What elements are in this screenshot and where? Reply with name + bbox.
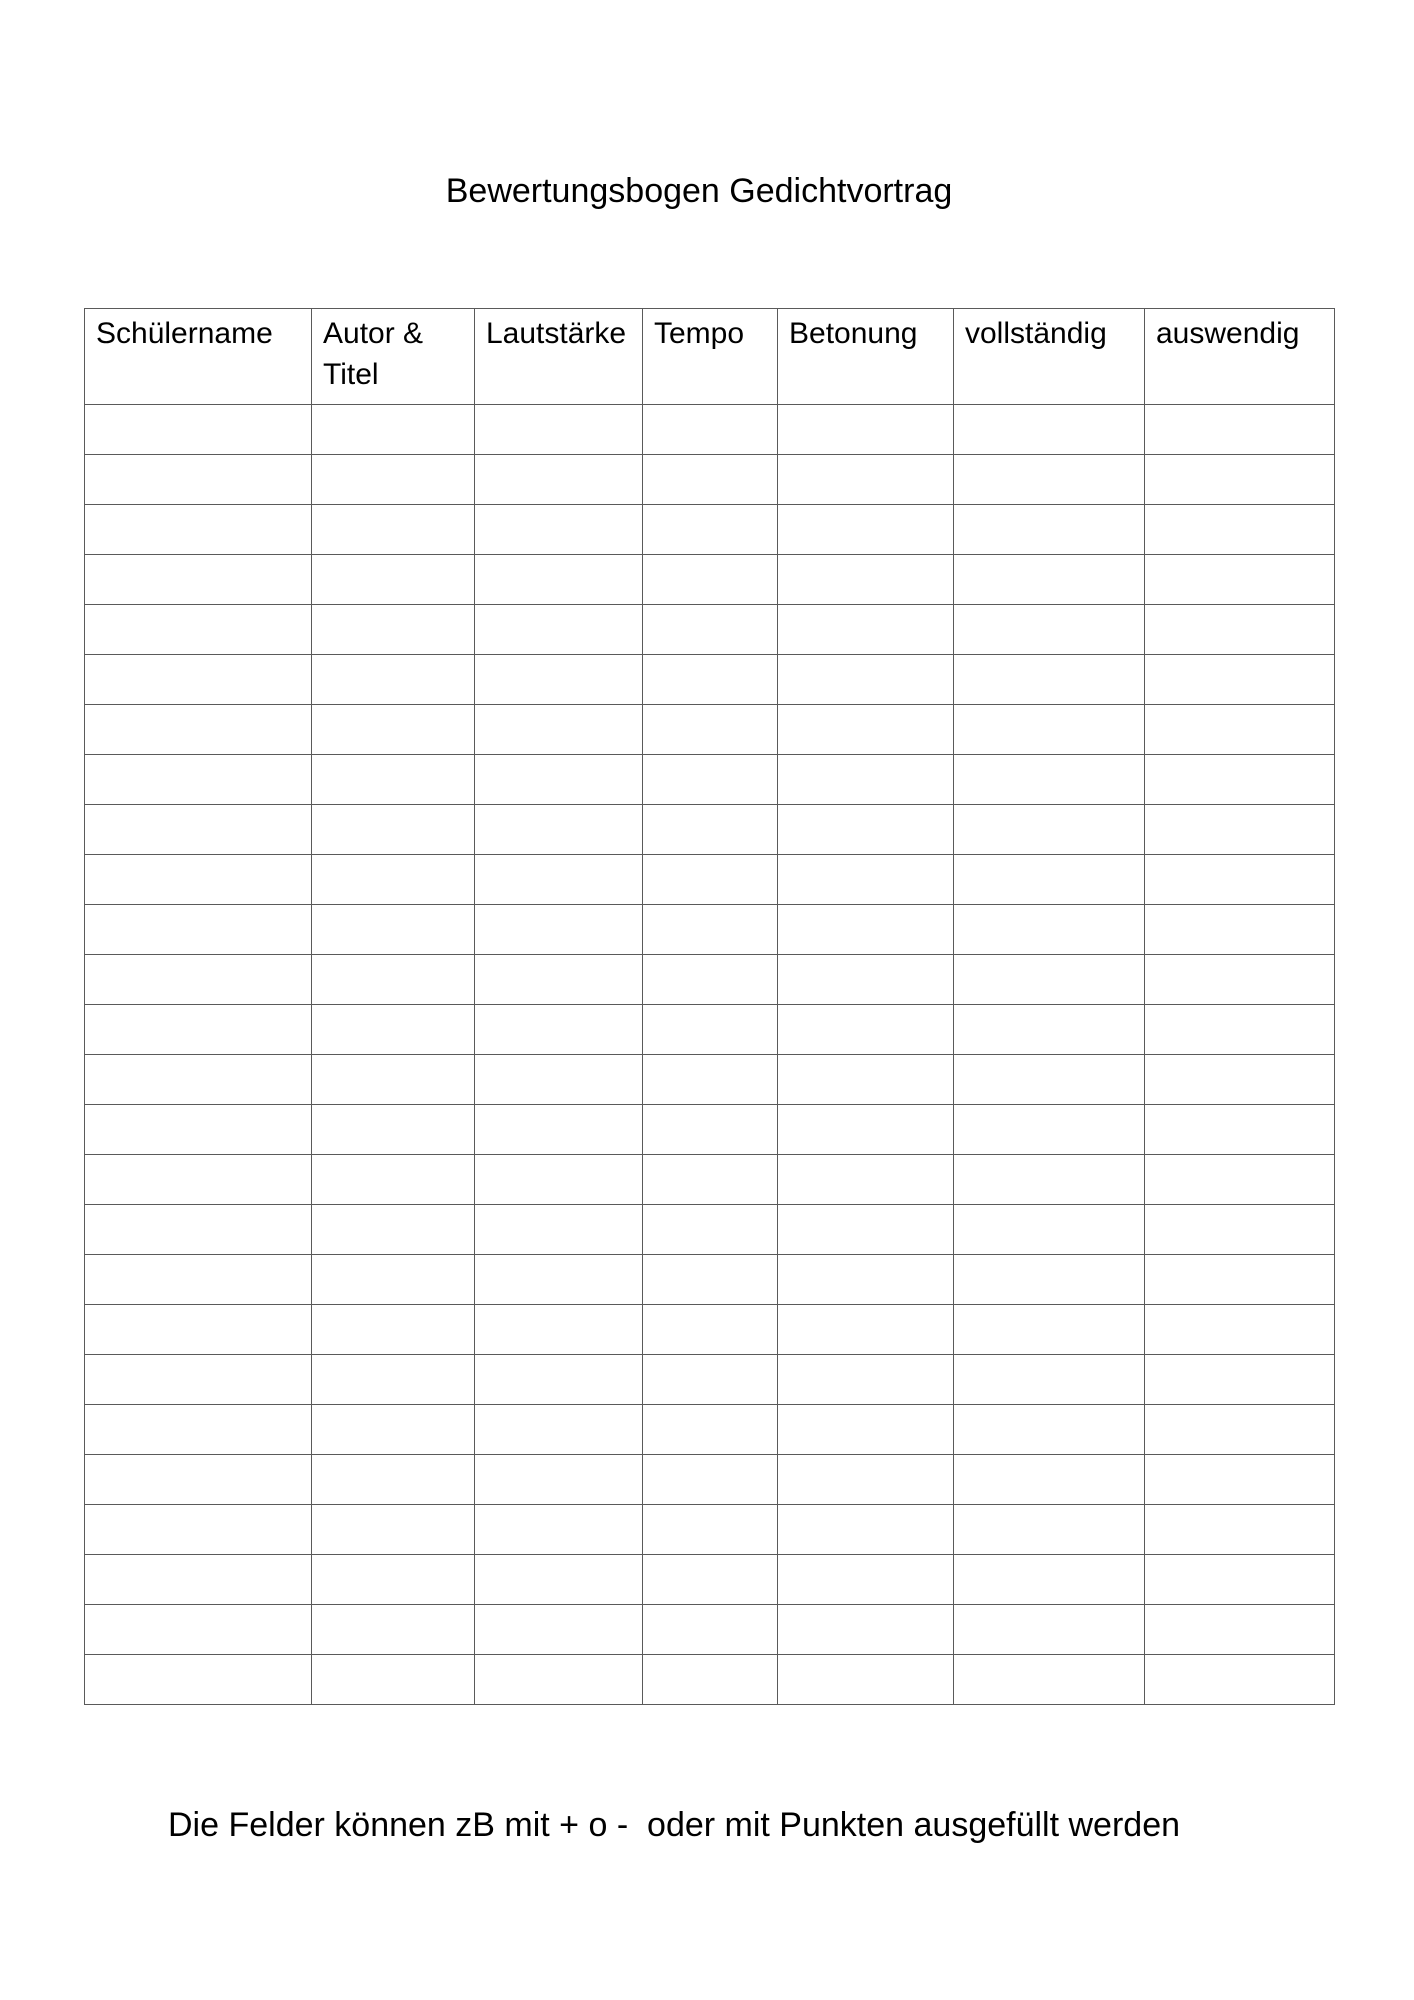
table-cell — [1145, 855, 1335, 905]
table-cell — [475, 1155, 643, 1205]
table-cell — [312, 905, 475, 955]
table-cell — [643, 1455, 778, 1505]
table-cell — [1145, 955, 1335, 1005]
table-cell — [475, 1455, 643, 1505]
table-cell — [954, 1655, 1145, 1705]
table-cell — [643, 1505, 778, 1555]
table-cell — [643, 405, 778, 455]
table-cell — [643, 455, 778, 505]
table-cell — [954, 455, 1145, 505]
table-cell — [778, 605, 954, 655]
table-cell — [475, 605, 643, 655]
table-cell — [643, 1155, 778, 1205]
table-cell — [1145, 1355, 1335, 1405]
table-cell — [475, 1205, 643, 1255]
table-cell — [954, 1255, 1145, 1305]
table-cell — [312, 1605, 475, 1655]
table-cell — [312, 1055, 475, 1105]
column-header-emphasis: Betonung — [778, 309, 954, 405]
table-cell — [1145, 1605, 1335, 1655]
table-cell — [954, 1305, 1145, 1355]
table-row — [85, 1305, 1335, 1355]
table-cell — [1145, 605, 1335, 655]
document-title: Bewertungsbogen Gedichtvortrag — [445, 172, 953, 210]
table-cell — [778, 1305, 954, 1355]
table-cell — [643, 1555, 778, 1605]
table-cell — [475, 1055, 643, 1105]
table-cell — [643, 1105, 778, 1155]
table-cell — [954, 555, 1145, 605]
table-cell — [85, 1655, 312, 1705]
table-cell — [475, 1105, 643, 1155]
table-cell — [954, 1055, 1145, 1105]
table-cell — [954, 505, 1145, 555]
table-cell — [954, 705, 1145, 755]
table-cell — [1145, 455, 1335, 505]
table-cell — [954, 805, 1145, 855]
table-cell — [475, 1005, 643, 1055]
table-cell — [778, 1155, 954, 1205]
table-cell — [85, 1505, 312, 1555]
table-row — [85, 1655, 1335, 1705]
table-row — [85, 655, 1335, 705]
table-cell — [312, 955, 475, 1005]
table-cell — [954, 605, 1145, 655]
table-cell — [1145, 1455, 1335, 1505]
table-row — [85, 1205, 1335, 1255]
table-cell — [778, 505, 954, 555]
table-cell — [954, 1555, 1145, 1605]
table-cell — [475, 655, 643, 705]
table-cell — [85, 705, 312, 755]
table-cell — [778, 405, 954, 455]
table-cell — [1145, 805, 1335, 855]
table-cell — [85, 1205, 312, 1255]
table-cell — [312, 1105, 475, 1155]
table-row — [85, 1155, 1335, 1205]
table-cell — [778, 805, 954, 855]
column-header-complete: vollständig — [954, 309, 1145, 405]
table-cell — [643, 1055, 778, 1105]
table-cell — [643, 1005, 778, 1055]
table-cell — [85, 405, 312, 455]
table-cell — [778, 1105, 954, 1155]
table-cell — [778, 1655, 954, 1705]
table-cell — [85, 1555, 312, 1605]
table-cell — [954, 1605, 1145, 1655]
table-cell — [778, 955, 954, 1005]
table-row — [85, 1505, 1335, 1555]
table-cell — [778, 1255, 954, 1305]
table-cell — [85, 1005, 312, 1055]
table-row — [85, 755, 1335, 805]
table-cell — [643, 555, 778, 605]
table-cell — [475, 1255, 643, 1305]
table-cell — [475, 955, 643, 1005]
table-cell — [475, 805, 643, 855]
table-cell — [778, 1455, 954, 1505]
table-cell — [778, 1555, 954, 1605]
table-cell — [475, 1655, 643, 1705]
table-cell — [778, 1005, 954, 1055]
table-cell — [85, 1105, 312, 1155]
table-cell — [85, 755, 312, 805]
table-cell — [475, 1605, 643, 1655]
table-cell — [954, 1155, 1145, 1205]
table-cell — [643, 755, 778, 805]
table-cell — [1145, 405, 1335, 455]
table-cell — [954, 1405, 1145, 1455]
table-cell — [1145, 1105, 1335, 1155]
table-cell — [85, 855, 312, 905]
table-cell — [954, 955, 1145, 1005]
table-cell — [643, 955, 778, 1005]
column-header-memorized: auswendig — [1145, 309, 1335, 405]
table-cell — [643, 1605, 778, 1655]
table-cell — [1145, 1155, 1335, 1205]
table-row — [85, 1455, 1335, 1505]
table-cell — [85, 1605, 312, 1655]
table-cell — [643, 1305, 778, 1355]
table-cell — [312, 605, 475, 655]
table-cell — [1145, 1555, 1335, 1605]
table-cell — [1145, 555, 1335, 605]
table-cell — [85, 1355, 312, 1405]
table-cell — [312, 655, 475, 705]
table-cell — [1145, 505, 1335, 555]
table-cell — [312, 705, 475, 755]
table-cell — [778, 855, 954, 905]
table-cell — [954, 1005, 1145, 1055]
table-cell — [643, 855, 778, 905]
table-row — [85, 905, 1335, 955]
column-header-student-name: Schülername — [85, 309, 312, 405]
table-row — [85, 1105, 1335, 1155]
table-cell — [312, 1505, 475, 1555]
table-cell — [778, 705, 954, 755]
table-row — [85, 955, 1335, 1005]
table-cell — [954, 1105, 1145, 1155]
table-cell — [643, 905, 778, 955]
table-row — [85, 1055, 1335, 1105]
table-row — [85, 505, 1335, 555]
table-cell — [643, 1255, 778, 1305]
table-cell — [475, 1505, 643, 1555]
table-cell — [85, 1305, 312, 1355]
table-cell — [312, 1355, 475, 1405]
table-row — [85, 555, 1335, 605]
table-cell — [312, 1255, 475, 1305]
table-cell — [1145, 755, 1335, 805]
table-cell — [475, 905, 643, 955]
table-row — [85, 455, 1335, 505]
table-cell — [312, 555, 475, 605]
table-cell — [475, 1555, 643, 1605]
table-cell — [643, 805, 778, 855]
table-cell — [1145, 1405, 1335, 1455]
table-cell — [475, 555, 643, 605]
table-cell — [85, 905, 312, 955]
table-cell — [1145, 905, 1335, 955]
table-cell — [475, 1405, 643, 1455]
table-cell — [85, 805, 312, 855]
table-cell — [1145, 1255, 1335, 1305]
table-body — [85, 405, 1335, 1705]
table-cell — [312, 1655, 475, 1705]
table-cell — [954, 1455, 1145, 1505]
table-cell — [475, 705, 643, 755]
table-cell — [643, 1205, 778, 1255]
table-cell — [312, 805, 475, 855]
table-cell — [778, 1355, 954, 1405]
table-cell — [778, 455, 954, 505]
table-cell — [85, 455, 312, 505]
table-row — [85, 1355, 1335, 1405]
table-row — [85, 855, 1335, 905]
table-cell — [85, 1405, 312, 1455]
table-cell — [475, 1305, 643, 1355]
table-cell — [1145, 1505, 1335, 1555]
table-row — [85, 1555, 1335, 1605]
table-cell — [312, 405, 475, 455]
table-cell — [643, 1655, 778, 1705]
table-cell — [643, 655, 778, 705]
table-cell — [475, 405, 643, 455]
table-cell — [643, 1405, 778, 1455]
table-cell — [85, 505, 312, 555]
table-cell — [312, 1205, 475, 1255]
table-cell — [778, 905, 954, 955]
table-cell — [1145, 1305, 1335, 1355]
table-cell — [778, 1405, 954, 1455]
table-cell — [85, 555, 312, 605]
table-cell — [312, 1155, 475, 1205]
table-cell — [778, 1605, 954, 1655]
table-cell — [1145, 1005, 1335, 1055]
table-cell — [778, 655, 954, 705]
table-row — [85, 1605, 1335, 1655]
table-cell — [954, 855, 1145, 905]
table-row — [85, 1005, 1335, 1055]
table-cell — [312, 1405, 475, 1455]
table-cell — [778, 1055, 954, 1105]
table-row — [85, 405, 1335, 455]
table-row — [85, 1255, 1335, 1305]
table-cell — [1145, 1655, 1335, 1705]
table-cell — [475, 455, 643, 505]
table-cell — [85, 655, 312, 705]
footnote: Die Felder können zB mit + o - oder mit Punkten ausgefüllt werden — [168, 1806, 1181, 1844]
table-cell — [312, 755, 475, 805]
table-cell — [85, 1255, 312, 1305]
table-cell — [312, 505, 475, 555]
column-header-volume: Lautstärke — [475, 309, 643, 405]
table-cell — [85, 1155, 312, 1205]
table-cell — [475, 755, 643, 805]
table-row — [85, 705, 1335, 755]
table-cell — [643, 605, 778, 655]
column-header-author-title: Autor & Titel — [312, 309, 475, 405]
table-cell — [643, 505, 778, 555]
table-cell — [1145, 655, 1335, 705]
table-row — [85, 805, 1335, 855]
table-row — [85, 1405, 1335, 1455]
table-cell — [475, 855, 643, 905]
column-header-tempo: Tempo — [643, 309, 778, 405]
table-cell — [85, 1455, 312, 1505]
table-cell — [778, 755, 954, 805]
table-cell — [778, 1205, 954, 1255]
table-cell — [312, 1555, 475, 1605]
table-cell — [312, 455, 475, 505]
table-cell — [85, 605, 312, 655]
table-cell — [312, 1005, 475, 1055]
table-cell — [643, 705, 778, 755]
table-cell — [1145, 705, 1335, 755]
evaluation-table — [84, 308, 1335, 1705]
table-cell — [312, 1305, 475, 1355]
table-cell — [1145, 1055, 1335, 1105]
table-cell — [643, 1355, 778, 1405]
table-cell — [954, 905, 1145, 955]
table-cell — [85, 1055, 312, 1105]
table-row — [85, 605, 1335, 655]
table-cell — [954, 655, 1145, 705]
table-cell — [85, 955, 312, 1005]
table-cell — [475, 1355, 643, 1405]
table-cell — [954, 755, 1145, 805]
table-cell — [312, 855, 475, 905]
table-cell — [954, 1505, 1145, 1555]
table-cell — [312, 1455, 475, 1505]
table-cell — [954, 405, 1145, 455]
table-cell — [778, 1505, 954, 1555]
table-cell — [954, 1205, 1145, 1255]
table-cell — [954, 1355, 1145, 1405]
table-cell — [778, 555, 954, 605]
table-cell — [1145, 1205, 1335, 1255]
table-header-row — [85, 309, 1335, 405]
table-cell — [475, 505, 643, 555]
